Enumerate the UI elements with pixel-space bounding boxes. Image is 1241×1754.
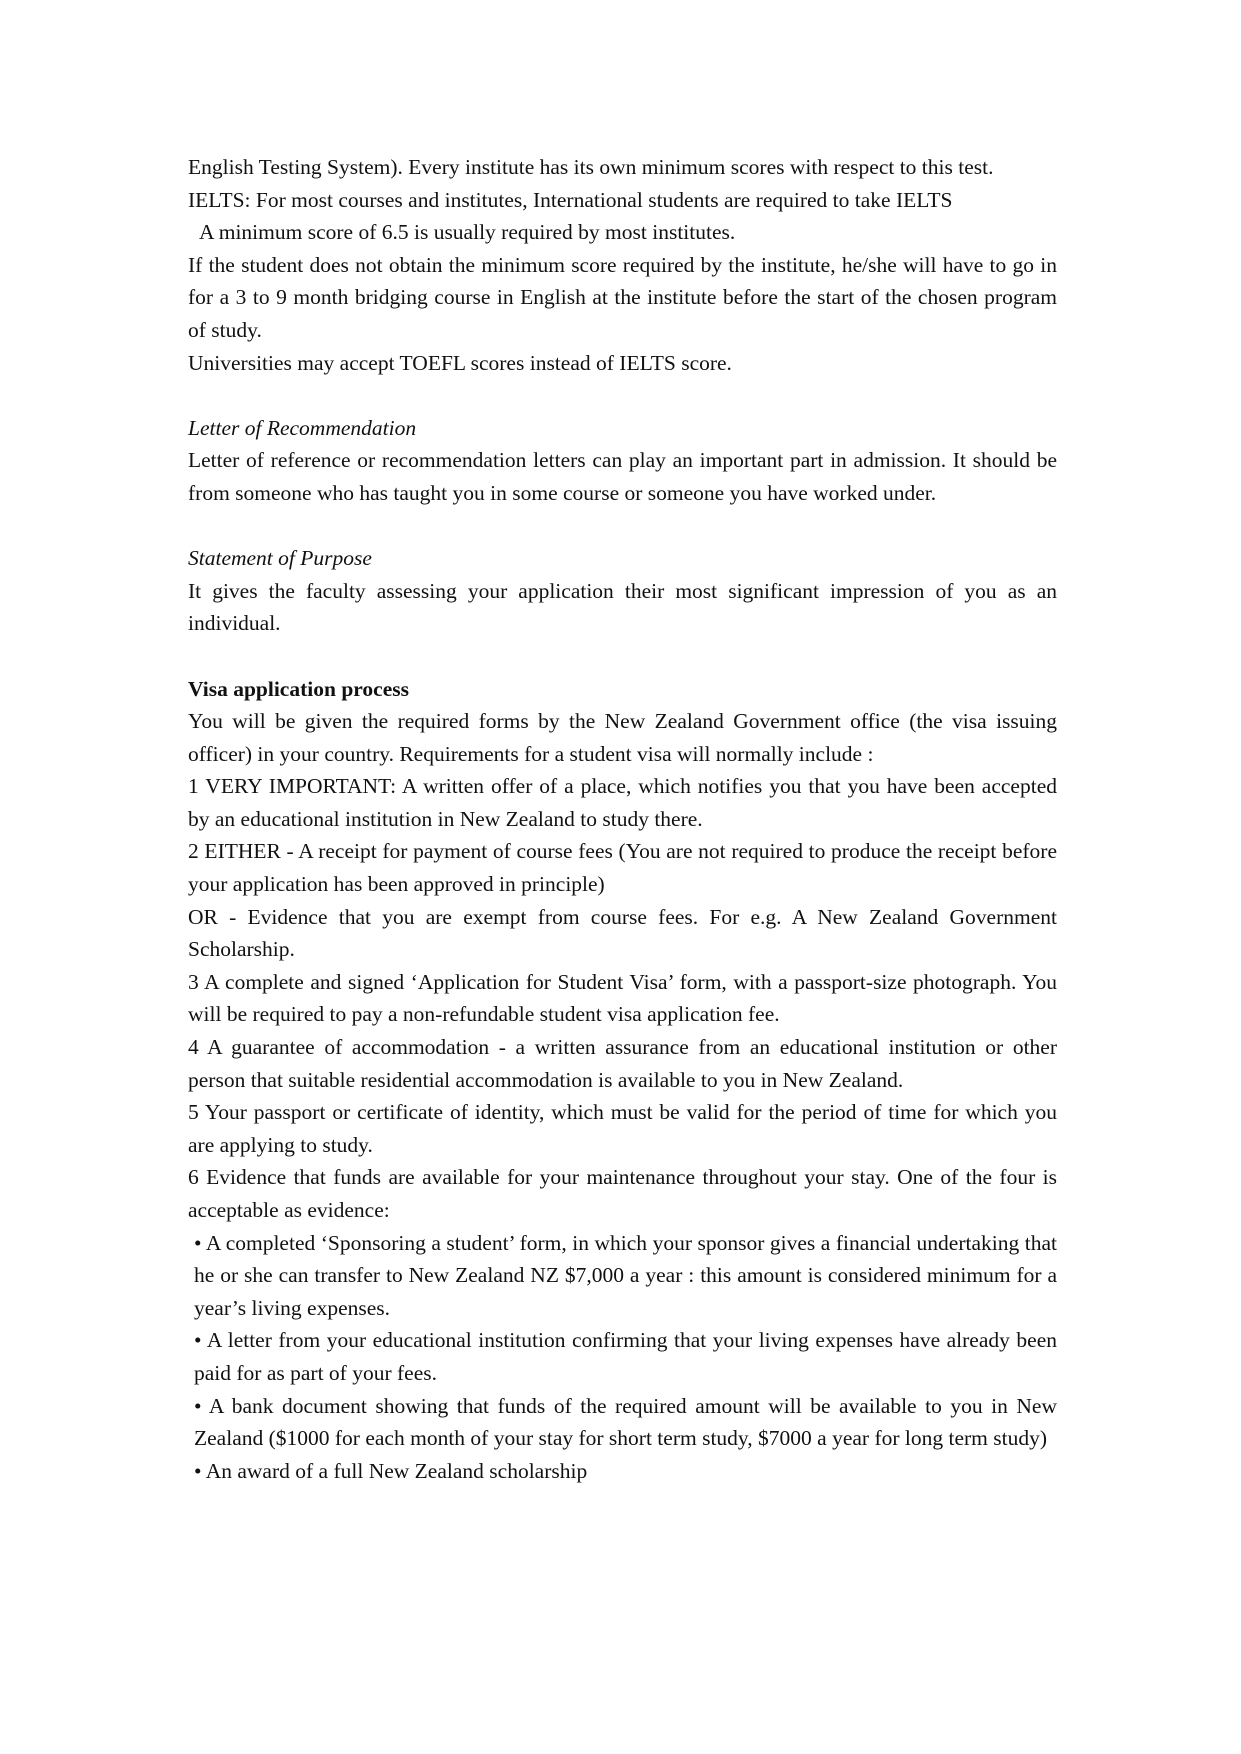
ielts-requirement-line: IELTS: For most courses and institutes, International students are required to take IELTS xyxy=(188,187,953,212)
visa-intro-paragraph: You will be given the required forms by the New Zealand Government office (the visa issuing officer) in your country. Requirements for a student visa will normally include : xyxy=(188,709,1057,766)
recommendation-heading: Letter of Recommendation xyxy=(188,415,417,440)
purpose-heading: Statement of Purpose xyxy=(188,546,372,571)
spacer xyxy=(188,510,1057,543)
funds-evidence-bullet: • A letter from your educational institution confirming that your living expenses have already been paid for as part of your fees. xyxy=(194,1328,1057,1385)
document-body xyxy=(188,151,1057,1487)
spacer xyxy=(188,640,1057,673)
funds-evidence-bullet: • A bank document showing that funds of the required amount will be available to you in New Zealand ($1000 for each month of your stay for short term study, $7000 a year for long term study) xyxy=(194,1393,1057,1451)
english-testing-line: English Testing System). Every institute has its own minimum scores with respect to this test. xyxy=(188,155,994,179)
toefl-line: Universities may accept TOEFL scores instead of IELTS score. xyxy=(188,350,732,375)
purpose-paragraph: It gives the faculty assessing your application their most significant impression of you as an individual. xyxy=(188,578,1057,636)
recommendation-paragraph: Letter of reference or recommendation letters can play an important part in admission. It should be from someone who has taught you in some course or someone you have worked under. xyxy=(188,448,1057,505)
visa-requirement-item: 4 A guarantee of accommodation - a written assurance from an educational institution or other person that suitable residential accommodation is available to you in New Zealand. xyxy=(188,1035,1057,1092)
visa-requirement-item: 5 Your passport or certificate of identity, which must be valid for the period of time for which you are applying to study. xyxy=(188,1100,1057,1157)
spacer xyxy=(188,379,1057,412)
bridging-course-paragraph: If the student does not obtain the minimum score required by the institute, he/she will have to go in for a 3 to 9 month bridging course in English at the institute before the start of the chosen program of study. xyxy=(188,252,1057,342)
visa-requirement-item: 1 VERY IMPORTANT: A written offer of a place, which notifies you that you have been accepted by an educational institution in New Zealand to study there. xyxy=(188,774,1057,831)
funds-evidence-bullet: • An award of a full New Zealand scholarship xyxy=(194,1458,588,1483)
visa-heading: Visa application process xyxy=(188,676,409,701)
visa-requirement-item: OR - Evidence that you are exempt from course fees. For e.g. A New Zealand Government Scholarship. xyxy=(188,904,1057,962)
minimum-score-line: A minimum score of 6.5 is usually required by most institutes. xyxy=(199,220,736,245)
visa-requirement-item: 2 EITHER - A receipt for payment of course fees (You are not required to produce the receipt before your application has been approved in principle) xyxy=(188,839,1057,897)
visa-requirement-item: 3 A complete and signed ‘Application for Student Visa’ form, with a passport-size photograph. You will be required to pay a non-refundable student visa application fee. xyxy=(188,969,1057,1027)
funds-evidence-bullet: • A completed ‘Sponsoring a student’ form, in which your sponsor gives a financial undertaking that he or she can transfer to New Zealand NZ $7,000 a year : this amount is considered minimum for a year’s living expenses. xyxy=(194,1230,1057,1320)
visa-requirement-item: 6 Evidence that funds are available for your maintenance throughout your stay. One of the four is acceptable as evidence: xyxy=(188,1165,1057,1222)
